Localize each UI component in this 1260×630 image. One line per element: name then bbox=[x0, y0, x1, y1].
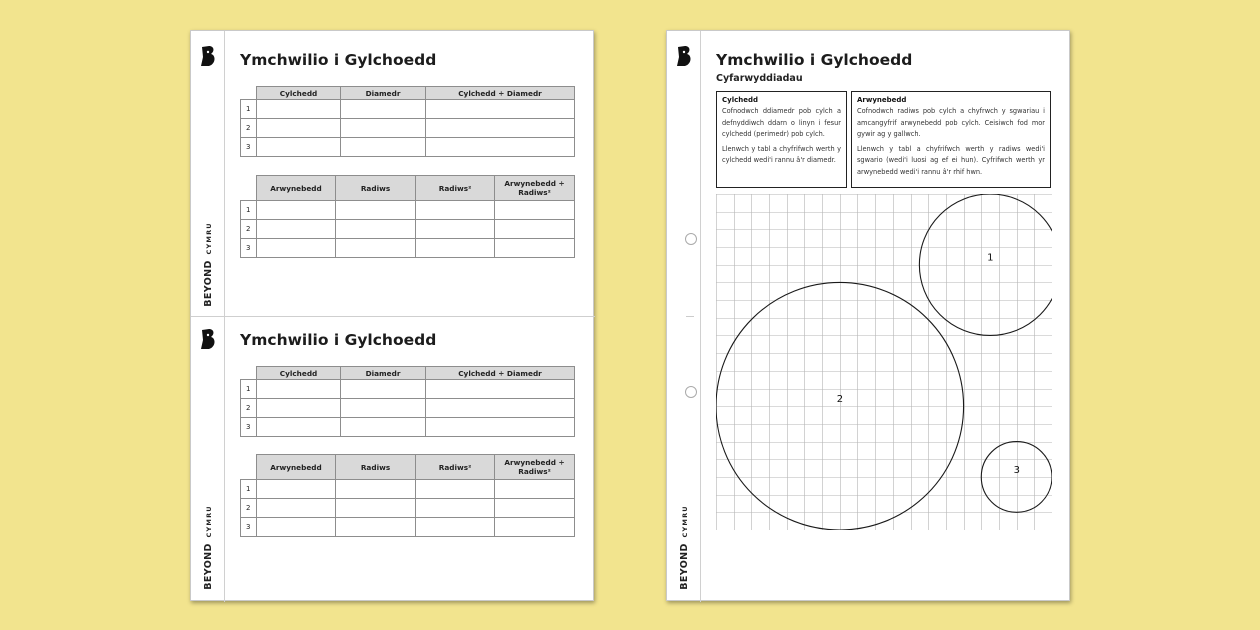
table-row: 2 bbox=[241, 119, 575, 138]
table-row: 3 bbox=[241, 138, 575, 157]
header-radius-squared: Radiws² bbox=[416, 176, 495, 201]
area-instructions-box bbox=[851, 91, 1051, 188]
table-row: 3 bbox=[241, 239, 575, 258]
circumference-table bbox=[240, 86, 575, 157]
instructions-heading: Cyfarwyddiadau bbox=[716, 73, 803, 84]
table-row: 1 bbox=[241, 380, 575, 399]
header-area: Arwynebedd bbox=[257, 176, 336, 201]
header-area-ratio: Arwynebedd ÷ Radiws² bbox=[495, 176, 575, 201]
area-table bbox=[240, 175, 575, 258]
circle-label-2: 2 bbox=[836, 394, 844, 406]
table-row: 2 bbox=[241, 220, 575, 239]
brand-vertical-text: BEYOND CYMRU bbox=[202, 504, 214, 590]
table-row: 2 bbox=[241, 499, 575, 518]
header-area: Arwynebedd bbox=[257, 455, 336, 480]
worksheet-title: Ymchwilio i Gylchoedd bbox=[240, 51, 437, 69]
brand-vertical-text: BEYOND CYMRU bbox=[678, 504, 690, 590]
table-row: 1 bbox=[241, 480, 575, 499]
left-worksheet-page bbox=[190, 30, 594, 601]
header-radius: Radiws bbox=[336, 455, 416, 480]
header-circumference: Cylchedd bbox=[257, 87, 341, 100]
worksheet-title: Ymchwilio i Gylchoedd bbox=[240, 331, 437, 349]
beyond-logo-icon bbox=[675, 45, 693, 67]
table-row: 3 bbox=[241, 418, 575, 437]
header-radius: Radiws bbox=[336, 176, 416, 201]
box-paragraph: Llenwch y tabl a chyfrifwch werth y radiws wedi'i sgwario (wedi'i luosi ag ef ei hun). Cyfrifwch werth yr arwynebedd wedi'i rannu â'r rhif hwn. bbox=[857, 145, 1045, 176]
header-ratio: Cylchedd ÷ Diamedr bbox=[426, 87, 575, 100]
brand-vertical-text: BEYOND CYMRU bbox=[202, 221, 214, 307]
beyond-logo-icon bbox=[199, 328, 217, 350]
circle-3 bbox=[981, 442, 1052, 513]
box-paragraph: Cofnodwch ddiamedr pob cylch a defnyddiwch ddarn o linyn i fesur cylchedd (perimedr) pob cylch. bbox=[722, 107, 841, 138]
worksheet-title: Ymchwilio i Gylchoedd bbox=[716, 51, 913, 69]
header-ratio: Cylchedd ÷ Diamedr bbox=[426, 367, 575, 380]
circle-label-1: 1 bbox=[987, 252, 994, 264]
punch-hole-icon bbox=[685, 233, 697, 245]
punch-hole-icon bbox=[685, 386, 697, 398]
header-radius-squared: Radiws² bbox=[416, 455, 495, 480]
circle-1 bbox=[919, 194, 1052, 335]
half-divider bbox=[191, 316, 595, 317]
box-title: Arwynebedd bbox=[857, 96, 907, 104]
square-grid-with-circles bbox=[716, 194, 1052, 530]
right-worksheet-page bbox=[666, 30, 1070, 601]
box-title: Cylchedd bbox=[722, 96, 759, 104]
box-paragraph: Cofnodwch radiws pob cylch a chyfrwch y sgwariau i amcangyfrif arwynebedd pob cylch. Ceisiwch fod mor gywir ag y gallwch. bbox=[857, 107, 1045, 138]
circumference-instructions-box bbox=[716, 91, 847, 188]
fold-mark bbox=[686, 316, 694, 317]
circumference-table bbox=[240, 366, 575, 437]
header-area-ratio: Arwynebedd ÷ Radiws² bbox=[495, 455, 575, 480]
area-table bbox=[240, 454, 575, 537]
header-diameter: Diamedr bbox=[341, 367, 426, 380]
table-row: 1 bbox=[241, 201, 575, 220]
table-row: 1 bbox=[241, 100, 575, 119]
circle-label-3: 3 bbox=[1013, 464, 1021, 476]
header-circumference: Cylchedd bbox=[257, 367, 341, 380]
table-row: 3 bbox=[241, 518, 575, 537]
box-paragraph: Llenwch y tabl a chyfrifwch werth y cylchedd wedi'i rannu â'r diamedr. bbox=[722, 145, 841, 165]
beyond-logo-icon bbox=[199, 45, 217, 67]
header-diameter: Diamedr bbox=[341, 87, 426, 100]
table-row: 2 bbox=[241, 399, 575, 418]
